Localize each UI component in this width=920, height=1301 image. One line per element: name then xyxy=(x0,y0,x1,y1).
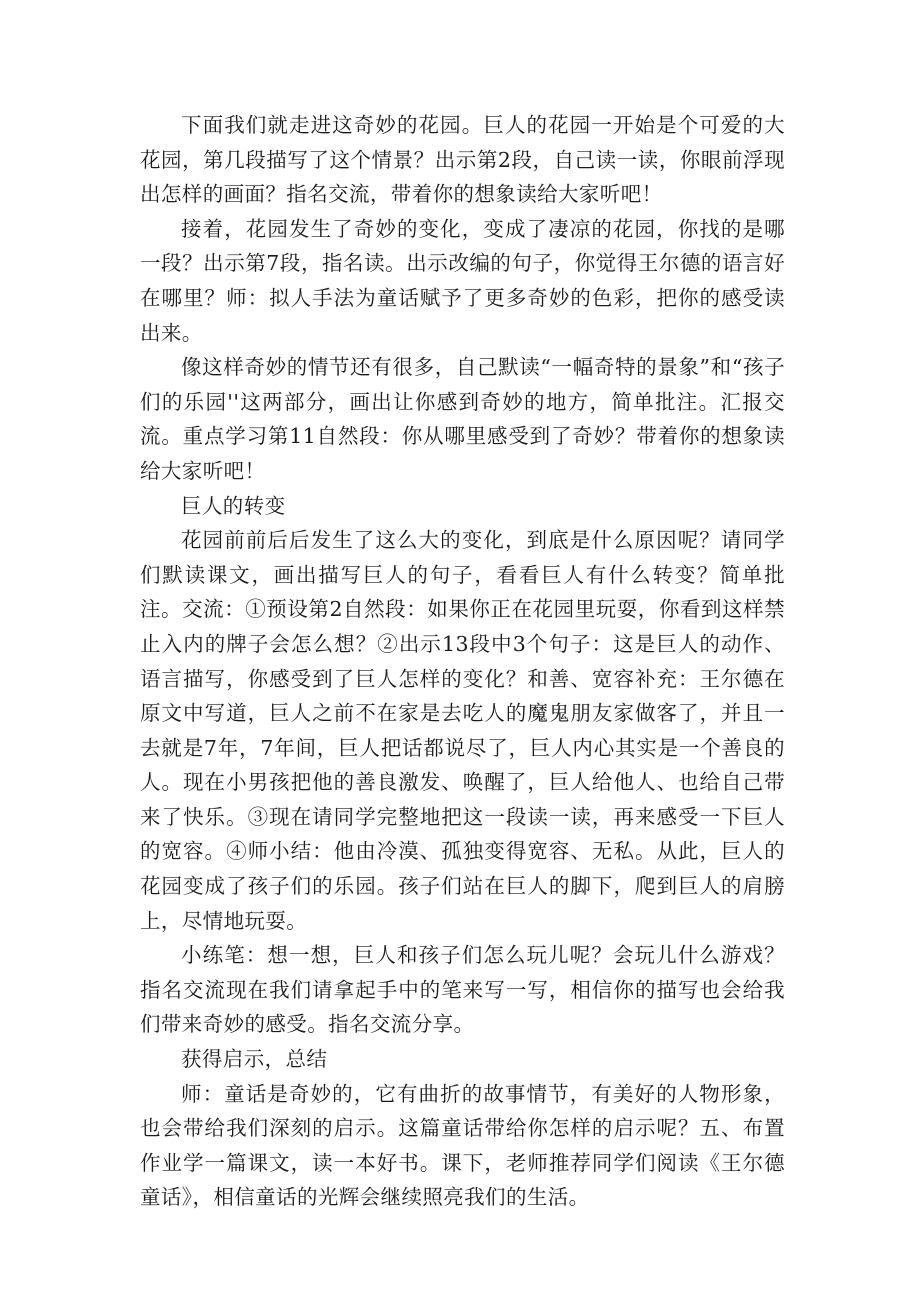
paragraph-garden-intro: 下面我们就走进这奇妙的花园。巨人的花园一开始是个可爱的大花园，第几段描写了这个情景？出示第2段，自己读一读，你眼前浮现出怎样的画面？指名交流，带着你的想象读给大家听吧！ xyxy=(140,113,785,207)
section-heading-giant-change: 巨人的转变 xyxy=(181,493,286,518)
section-heading-summary: 获得启示，总结 xyxy=(181,1047,328,1072)
document-body xyxy=(140,108,785,1215)
paragraph-wonderful-plot: 像这样奇妙的情节还有很多，自己默读“一幅奇特的景象”和“孩子们的乐园''这两部分，画出让你感到奇妙的地方，简单批注。汇报交流。重点学习第11自然段：你从哪里感受到了奇妙？带着你的想象读给大家听吧！ xyxy=(140,355,785,483)
paragraph-giant-change: 花园前前后后发生了这么大的变化，到底是什么原因呢？请同学们默读课文，画出描写巨人的句子，看看巨人有什么转变？简单批注。交流：①预设第2自然段：如果你正在花园里玩耍，你看到这样禁止入内的牌子会怎么想？②出示13段中3个句子：这是巨人的动作、语言描写，你感受到了巨人怎样的变化？和善、宽容补充：王尔德在原文中写道，巨人之前不在家是去吃人的魔鬼朋友家做客了，并且一去就是7年，7年间，巨人把话都说尽了，巨人内心其实是一个善良的人。现在小男孩把他的善良激发、唤醒了，巨人给他人、也给自己带来了快乐。③现在请同学完整地把这一段读一读，再来感受一下巨人的宽容。④师小结：他由冷漠、孤独变得宽容、无私。从此，巨人的花园变成了孩子们的乐园。孩子们站在巨人的脚下，爬到巨人的肩膀上，尽情地玩耍。 xyxy=(140,528,785,933)
paragraph-garden-change: 接着，花园发生了奇妙的变化，变成了凄凉的花园，你找的是哪一段？出示第7段，指名读。出示改编的句子，你觉得王尔德的语言好在哪里？师：拟人手法为童话赋予了更多奇妙的色彩，把你的感受读出来。 xyxy=(140,216,785,345)
paragraph-summary: 师：童话是奇妙的，它有曲折的故事情节，有美好的人物形象，也会带给我们深刻的启示。这篇童话带给你怎样的启示呢？五、布置作业学一篇课文，读一本好书。课下，老师推荐同学们阅读《王尔德童话》，相信童话的光辉会继续照亮我们的生活。 xyxy=(140,1081,785,1210)
paragraph-writing-practice: 小练笔：想一想，巨人和孩子们怎么玩儿呢？会玩儿什么游戏？指名交流现在我们请拿起手中的笔来写一写，相信你的描写也会给我们带来奇妙的感受。指名交流分享。 xyxy=(140,943,785,1037)
